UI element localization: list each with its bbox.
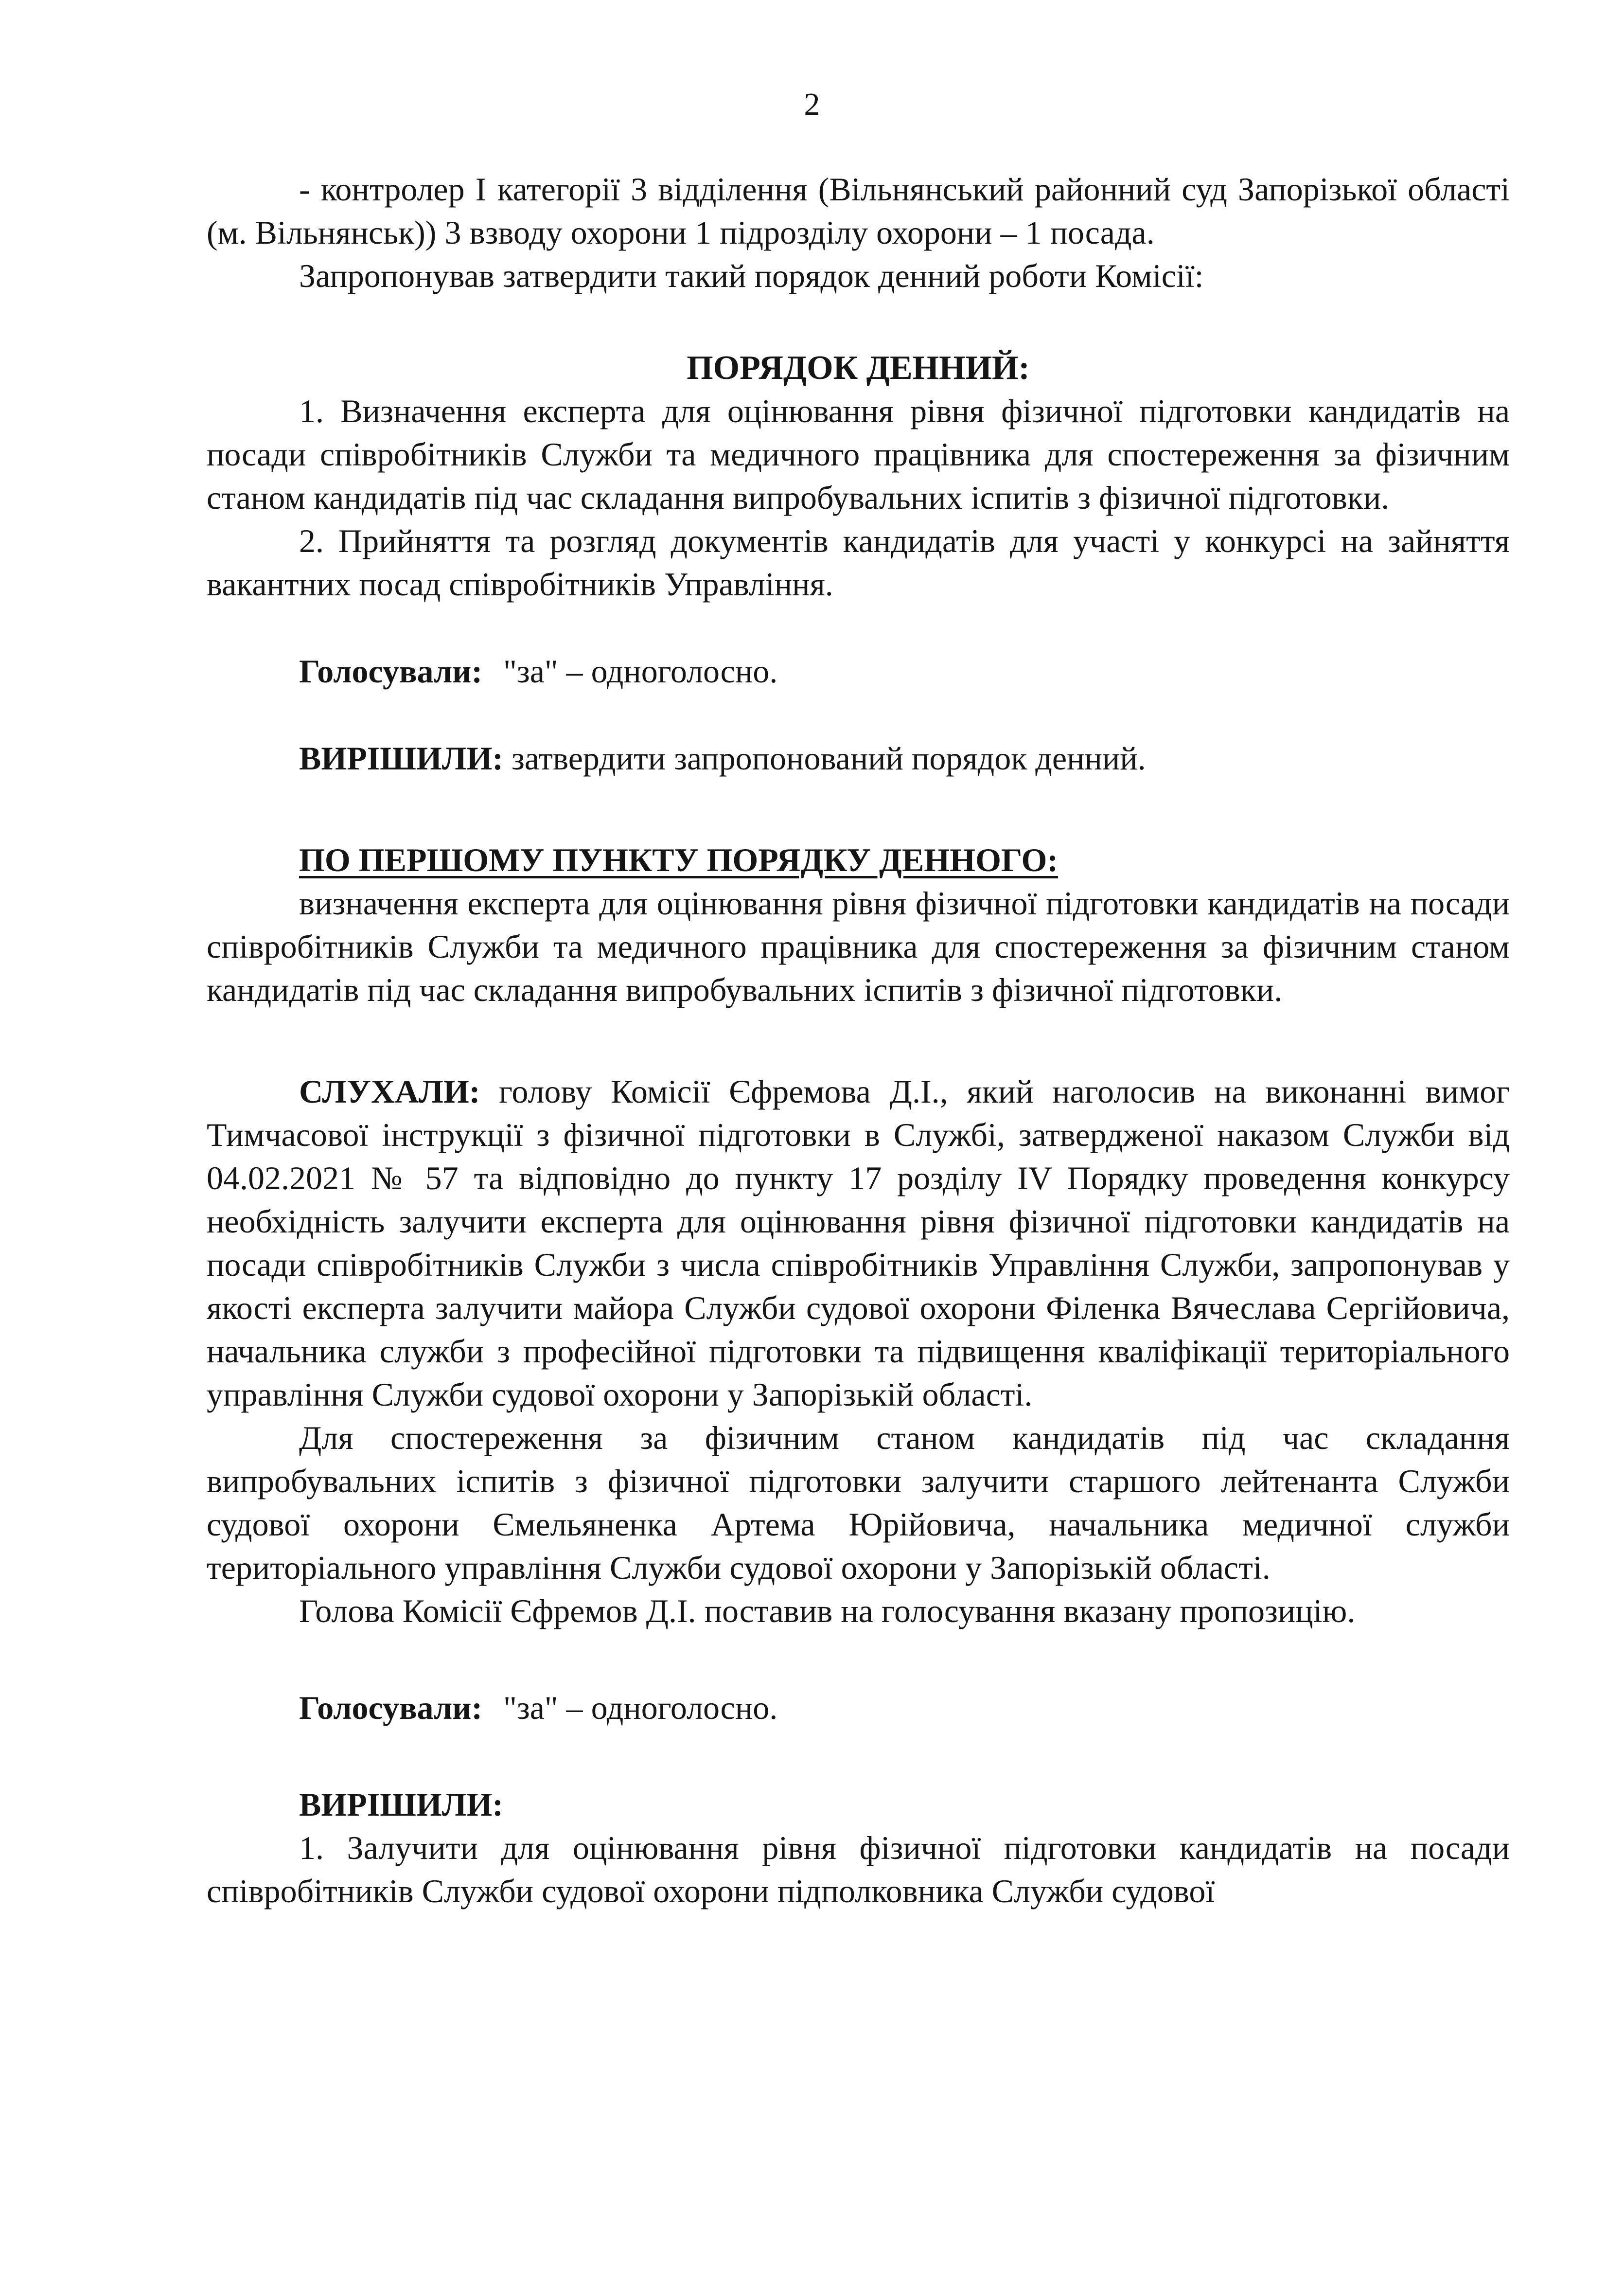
first-item-text: визначення експерта для оцінювання рівня фізичної підготовки кандидатів на посади співробітників Служби та медичного працівника для спостереження за фізичним станом кандидатів під час складання випробувальних іспитів з фізичної підготовки. xyxy=(207,885,1510,1008)
agenda-heading: ПОРЯДОК ДЕННИЙ: xyxy=(687,349,1030,387)
intro-proposal: Запропонував затвердити такий порядок денний роботи Комісії: xyxy=(299,257,1204,294)
agenda-item-2: 2. Прийняття та розгляд документів кандидатів для участі у конкурсі на зайняття вакантних посад співробітників Управління. xyxy=(207,522,1510,603)
page-number: 2 xyxy=(804,87,820,122)
intro-line-item: - контролер І категорії 3 відділення (Вільнянський районний суд Запорізької області (м. Вільнянськ)) 3 взводу охорони 1 підрозділу охорони – 1 посада. xyxy=(207,171,1510,251)
vote-2-label: Голосували: xyxy=(299,1689,483,1726)
decision-1 xyxy=(207,737,1510,780)
first-item-heading: ПО ПЕРШОМУ ПУНКТУ ПОРЯДКУ ДЕННОГО: xyxy=(299,841,1059,878)
document-body xyxy=(207,168,1510,1913)
decision-1-label: ВИРІШИЛИ: xyxy=(299,740,504,777)
vote-1-label: Голосували: xyxy=(299,653,483,690)
put-to-vote-paragraph: Голова Комісії Єфремов Д.І. поставив на голосування вказану пропозицію. xyxy=(299,1592,1356,1629)
vote-1 xyxy=(207,650,1510,693)
medic-paragraph: Для спостереження за фізичним станом кандидатів під час складання випробувальних іспитів з фізичної підготовки залучити старшого лейтенанта Служби судової охорони Ємельяненка Артема Юрійовича, начальника медичної служби територіального управління Служби судової охорони у Запорізькій області. xyxy=(207,1419,1510,1586)
decision-2-item-1: 1. Залучити для оцінювання рівня фізичної підготовки кандидатів на посади співробітників Служби судової охорони підполковника Служби судової xyxy=(207,1829,1510,1910)
vote-2 xyxy=(207,1686,1510,1730)
vote-2-value: "за" – одноголосно. xyxy=(503,1689,778,1726)
heard-text: голову Комісії Єфремова Д.І., який наголосив на виконанні вимог Тимчасової інструкції з фізичної підготовки в Службі, затвердженої наказом Служби від 04.02.2021 № 57 та відповідно до пункту 17 розділу IV Порядку проведення конкурсу необхідність залучити експерта для оцінювання рівня фізичної підготовки кандидатів на посади співробітників Служби з числа співробітників Управління Служби, запропонував у якості експерта залучити майора Служби судової охорони Філенка Вячеслава Сергійовича, начальника служби з професійної підготовки та підвищення кваліфікації територіального управління Служби судової охорони у Запорізькій області. xyxy=(207,1073,1510,1413)
vote-1-value: "за" – одноголосно. xyxy=(503,653,778,690)
heard-label: СЛУХАЛИ: xyxy=(299,1073,480,1110)
decision-2-label: ВИРІШИЛИ: xyxy=(299,1786,504,1823)
agenda-item-1: 1. Визначення експерта для оцінювання рівня фізичної підготовки кандидатів на посади співробітників Служби та медичного працівника для спостереження за фізичним станом кандидатів під час складання випробувальних іспитів з фізичної підготовки. xyxy=(207,393,1510,516)
decision-1-value: затвердити запропонований порядок денний. xyxy=(512,740,1146,777)
heard-paragraph xyxy=(207,1070,1510,1416)
